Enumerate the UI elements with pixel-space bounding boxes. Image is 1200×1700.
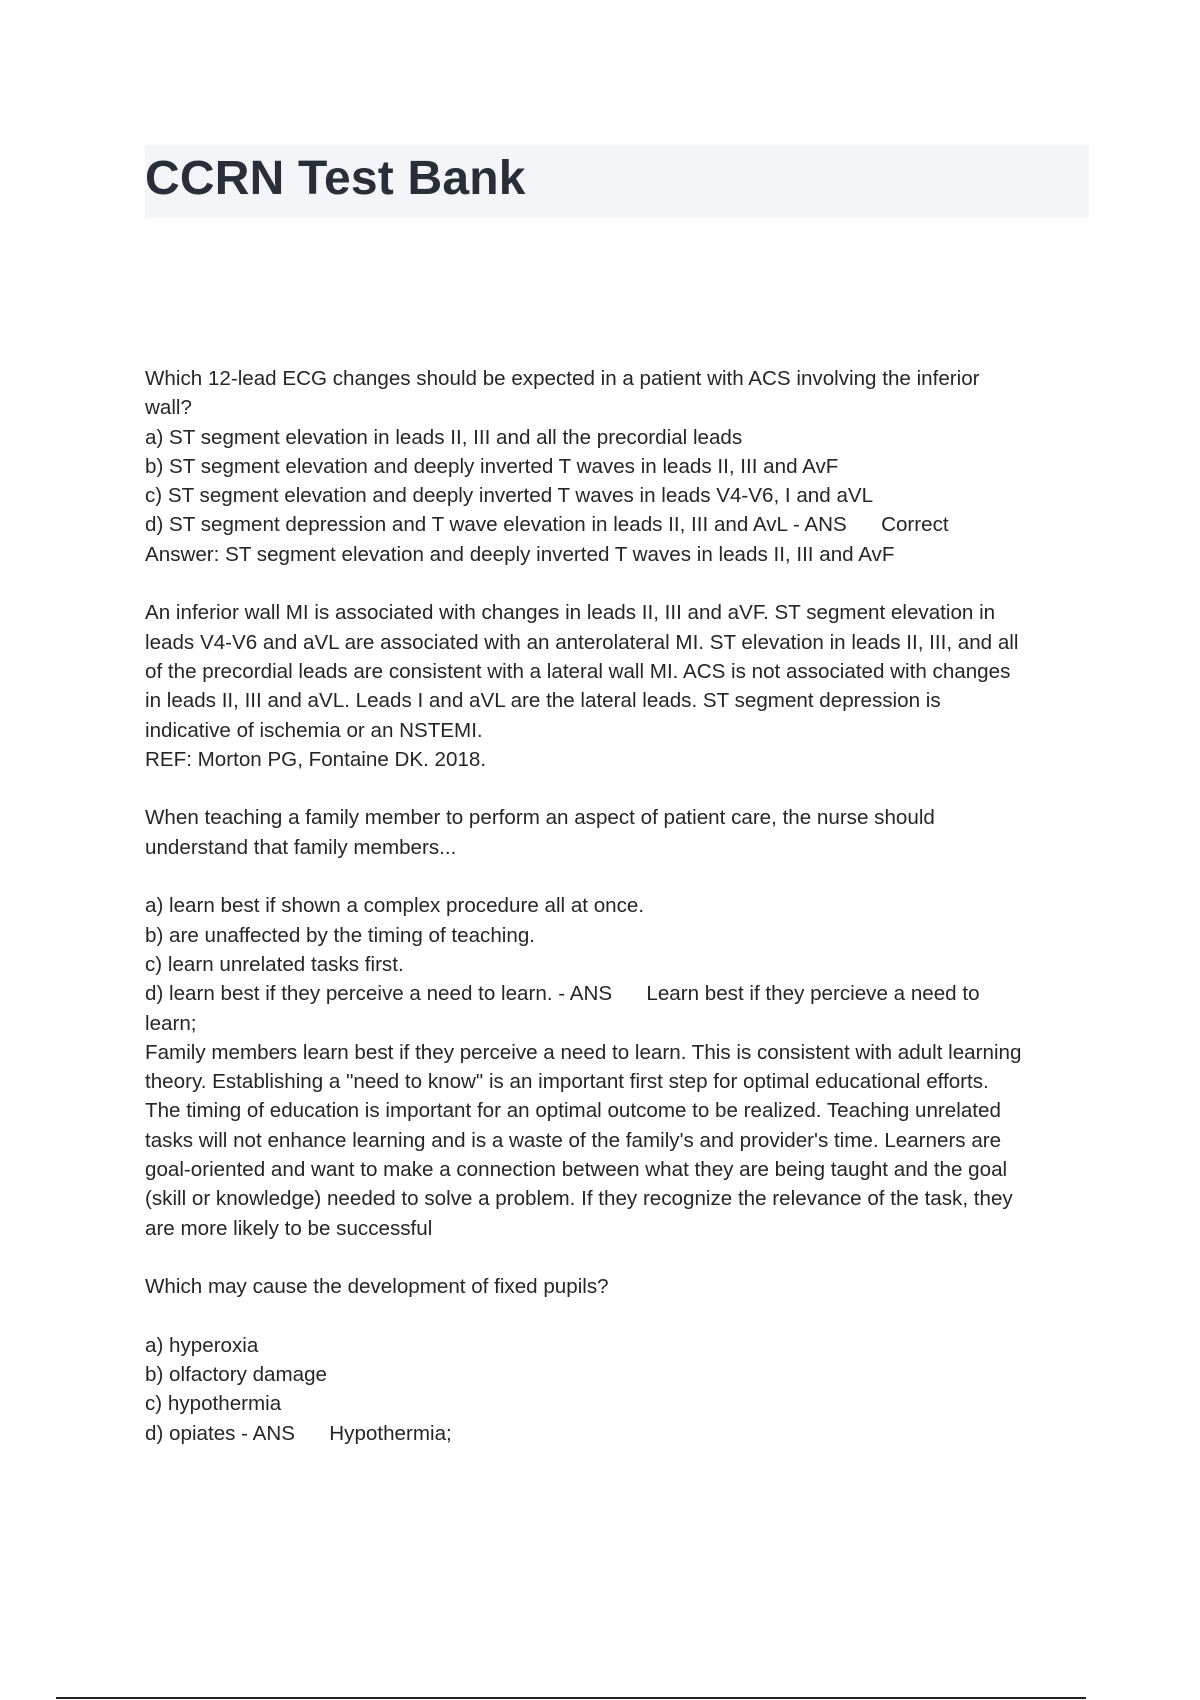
q3-option-c: c) hypothermia <box>145 1392 282 1416</box>
q3-option-b: b) olfactory damage <box>145 1363 328 1387</box>
q1-rationale-line-1: An inferior wall MI is associated with changes in leads II, III and aVF. ST segment elevation in <box>145 601 996 625</box>
page-title: CCRN Test Bank <box>145 152 526 205</box>
q2-rationale-line-7: are more likely to be successful <box>145 1216 433 1240</box>
q2-stem-line-2: understand that family members... <box>145 835 457 859</box>
q2-rationale-line-2: theory. Establishing a "need to know" is an important first step for optimal educational efforts. <box>145 1070 989 1094</box>
q1-stem-line-2: wall? <box>145 396 192 420</box>
blank-line <box>145 1243 1095 1272</box>
q3-option-d: d) opiates - ANS Hypothermia; <box>145 1421 452 1445</box>
q3-stem: Which may cause the development of fixed pupils? <box>145 1275 609 1299</box>
q2-option-b: b) are unaffected by the timing of teaching. <box>145 923 536 947</box>
blank-line <box>145 774 1095 803</box>
q2-rationale-line-6: (skill or knowledge) needed to solve a problem. If they recognize the relevance of the task, they <box>145 1187 1013 1211</box>
q2-rationale-line-4: tasks will not enhance learning and is a waste of the family's and provider's time. Learners are <box>145 1128 1002 1152</box>
q2-answer-line: learn; <box>145 1011 197 1035</box>
q1-rationale-line-5: indicative of ischemia or an NSTEMI. <box>145 718 483 742</box>
q2-option-a: a) learn best if shown a complex procedure all at once. <box>145 894 645 918</box>
q2-rationale-line-1: Family members learn best if they perceive a need to learn. This is consistent with adult learning <box>145 1040 1022 1064</box>
blank-line <box>145 862 1095 891</box>
q1-answer-line: Answer: ST segment elevation and deeply inverted T waves in leads II, III and AvF <box>145 542 895 566</box>
title-banner <box>145 145 1089 218</box>
q1-rationale-line-4: in leads II, III and aVL. Leads I and aVL are the lateral leads. ST segment depression is <box>145 689 941 713</box>
q2-rationale-line-5: goal-oriented and want to make a connection between what they are being taught and the goal <box>145 1158 1008 1182</box>
q1-option-d: d) ST segment depression and T wave elevation in leads II, III and AvL - ANS Correct <box>145 513 949 537</box>
q1-stem-line-1: Which 12-lead ECG changes should be expected in a patient with ACS involving the inferior <box>145 367 980 390</box>
blank-line <box>145 569 1095 598</box>
q1-rationale-line-3: of the precordial leads are consistent with a lateral wall MI. ACS is not associated with changes <box>145 659 1011 683</box>
q2-option-c: c) learn unrelated tasks first. <box>145 952 404 976</box>
q1-option-b: b) ST segment elevation and deeply inverted T waves in leads II, III and AvF <box>145 454 839 478</box>
q1-option-c: c) ST segment elevation and deeply inverted T waves in leads V4-V6, I and aVL <box>145 484 874 508</box>
q2-rationale-line-3: The timing of education is important for an optimal outcome to be realized. Teaching unrelated <box>145 1099 1001 1123</box>
blank-line <box>145 1302 1095 1331</box>
q3-option-a: a) hyperoxia <box>145 1333 259 1357</box>
q2-stem-line-1: When teaching a family member to perform an aspect of patient care, the nurse should <box>145 806 935 830</box>
q2-option-d: d) learn best if they perceive a need to learn. - ANS Learn best if they percieve a need to <box>145 982 980 1006</box>
q1-rationale-line-2: leads V4-V6 and aVL are associated with an anterolateral MI. ST elevation in leads II, III, and all <box>145 630 1019 654</box>
document-body <box>145 364 1095 1448</box>
q1-reference: REF: Morton PG, Fontaine DK. 2018. <box>145 747 487 771</box>
q1-option-a: a) ST segment elevation in leads II, III and all the precordial leads <box>145 425 743 449</box>
footer-divider <box>56 1697 1086 1699</box>
